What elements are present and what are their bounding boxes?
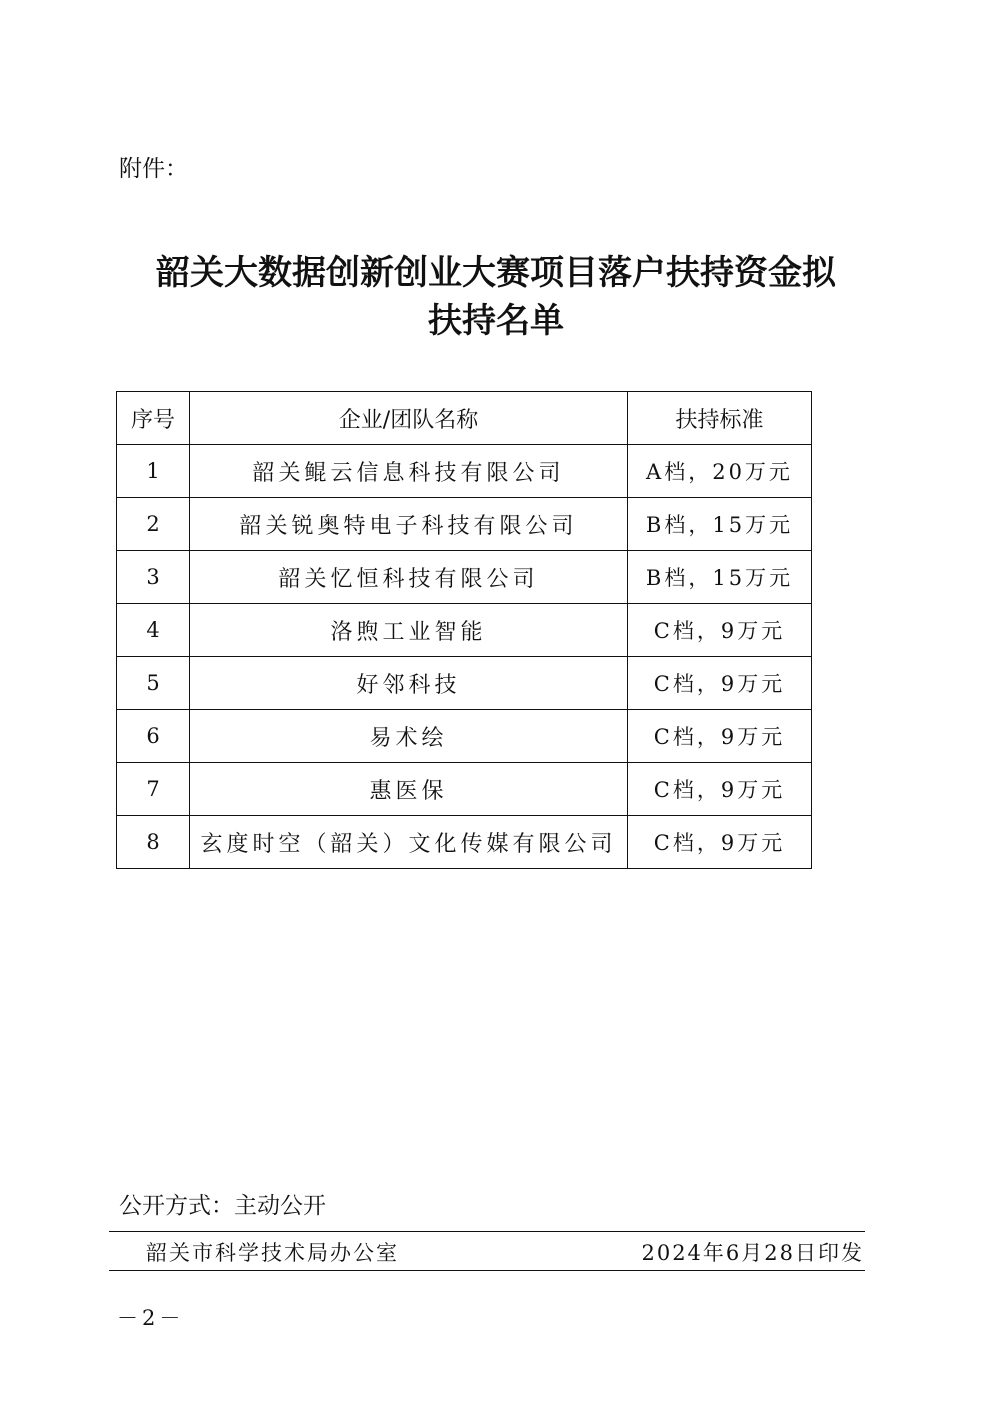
row-index: 2	[117, 498, 190, 551]
row-name: 易术绘	[190, 710, 628, 763]
row-standard: B档，15万元	[628, 498, 812, 551]
row-standard: C档，9万元	[628, 604, 812, 657]
document-title	[96, 249, 896, 345]
header-name: 企业/团队名称	[190, 392, 628, 445]
row-index: 4	[117, 604, 190, 657]
row-index: 8	[117, 816, 190, 869]
table-header-row	[117, 392, 812, 445]
title-line-1: 韶关大数据创新创业大赛项目落户扶持资金拟	[156, 253, 836, 293]
row-name: 玄度时空（韶关）文化传媒有限公司	[190, 816, 628, 869]
row-name: 韶关鲲云信息科技有限公司	[190, 445, 628, 498]
row-standard: C档，9万元	[628, 763, 812, 816]
row-standard: B档，15万元	[628, 551, 812, 604]
row-standard: A档，20万元	[628, 445, 812, 498]
row-index: 6	[117, 710, 190, 763]
row-name: 韶关锐奥特电子科技有限公司	[190, 498, 628, 551]
row-standard: C档，9万元	[628, 816, 812, 869]
support-list-table	[116, 391, 812, 869]
table-row	[117, 763, 812, 816]
attachment-label: 附件：	[119, 156, 188, 182]
row-index: 7	[117, 763, 190, 816]
row-standard: C档，9万元	[628, 657, 812, 710]
row-index: 5	[117, 657, 190, 710]
row-name: 洛煦工业智能	[190, 604, 628, 657]
row-standard: C档，9万元	[628, 710, 812, 763]
row-name: 好邻科技	[190, 657, 628, 710]
title-line-2: 扶持名单	[428, 301, 564, 341]
row-index: 3	[117, 551, 190, 604]
issuing-office: 韶关市科学技术局办公室	[146, 1241, 399, 1265]
footer-rule-bottom	[109, 1270, 865, 1271]
table-row	[117, 604, 812, 657]
disclosure-method: 公开方式：主动公开	[119, 1193, 326, 1219]
footer-rule-top	[109, 1231, 865, 1232]
row-index: 1	[117, 445, 190, 498]
table-row	[117, 551, 812, 604]
row-name: 韶关忆恒科技有限公司	[190, 551, 628, 604]
table-row	[117, 445, 812, 498]
table-row	[117, 816, 812, 869]
table-row	[117, 657, 812, 710]
row-name: 惠医保	[190, 763, 628, 816]
header-index: 序号	[117, 392, 190, 445]
table-row	[117, 498, 812, 551]
header-standard: 扶持标准	[628, 392, 812, 445]
table-row	[117, 710, 812, 763]
page-number: －2－	[117, 1306, 185, 1330]
issue-date: 2024年6月28日印发	[641, 1241, 864, 1265]
